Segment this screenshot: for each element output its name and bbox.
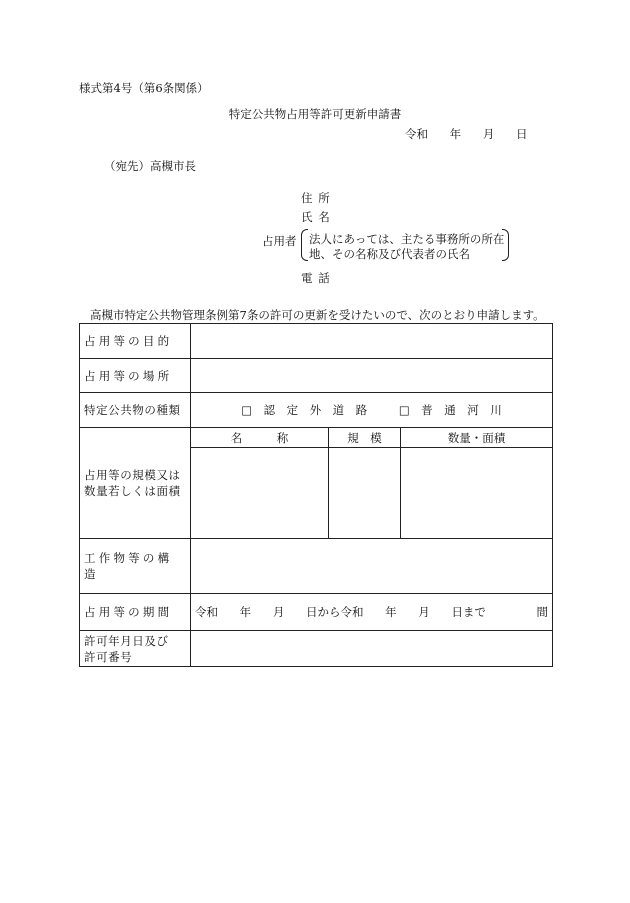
scale-name-field[interactable] (191, 448, 329, 539)
period-start-month: 月 (272, 605, 285, 619)
right-bracket (502, 229, 509, 261)
period-row (80, 594, 553, 631)
occupant-note-line1: 法人にあっては、主たる事務所の所在 (309, 232, 505, 246)
left-bracket (301, 229, 308, 261)
scale-header-quantity: 数量・面積 (401, 428, 553, 448)
purpose-field[interactable] (191, 324, 553, 359)
period-end-day: 日まで (451, 605, 486, 619)
scale-size-field[interactable] (329, 448, 401, 539)
scale-quantity-field[interactable] (401, 448, 553, 539)
occupant-note (301, 229, 509, 261)
date-month: 月 (482, 127, 495, 141)
phone-label: 電話 (301, 271, 336, 285)
period-end-month: 月 (418, 605, 430, 619)
kind-field (191, 393, 553, 428)
application-form-table (79, 323, 553, 667)
scale-header-size: 規 模 (329, 428, 401, 448)
period-start-year: 年 (239, 605, 252, 619)
place-label: 占用等の場所 (80, 359, 191, 393)
purpose-label: 占用等の目的 (80, 324, 191, 359)
period-label: 占用等の期間 (80, 594, 191, 631)
occupant-note-line2: 地、その名称及び代表者の氏名 (309, 247, 470, 261)
date-year: 年 (449, 127, 462, 141)
permit-label (80, 631, 191, 667)
scale-label-line2: 数量若しくは面積 (84, 484, 181, 498)
period-duration: 間 (536, 605, 548, 619)
permit-field[interactable] (191, 631, 553, 667)
place-field[interactable] (191, 359, 553, 393)
structure-row (80, 539, 553, 594)
scale-label (80, 428, 191, 539)
period-end-year: 年 (385, 605, 397, 619)
preamble: 高槻市特定公共物管理条例第7条の許可の更新を受けたいので、次のとおり申請します。 (90, 308, 545, 322)
period-start-day-to-era: 日から令和 (305, 605, 364, 619)
period-field[interactable] (191, 594, 553, 631)
form-title: 特定公共物占用等許可更新申請書 (228, 107, 402, 121)
addressee: （宛先）高槻市長 (104, 159, 196, 173)
address-label: 住所 (301, 191, 336, 205)
scale-header-row (80, 428, 553, 448)
kind-option-river-checkbox[interactable]: □ 普 通 河 川 (398, 403, 502, 417)
date-era: 令和 (405, 127, 428, 141)
scale-header-name: 名 称 (191, 428, 329, 448)
period-start-era: 令和 (195, 605, 218, 619)
date-day: 日 (515, 127, 528, 141)
occupant-label: 占用者 (262, 234, 297, 248)
form-number: 様式第4号（第6条関係） (79, 81, 209, 95)
kind-option-road-checkbox[interactable]: □ 認 定 外 道 路 (241, 403, 368, 417)
structure-field[interactable] (191, 539, 553, 594)
kind-row (80, 393, 553, 428)
purpose-row (80, 324, 553, 359)
scale-label-line1: 占用等の規模又は (84, 468, 181, 482)
date-line (405, 126, 545, 142)
kind-label: 特定公共物の種類 (80, 393, 191, 428)
permit-label-line2: 許可番号 (84, 649, 133, 664)
place-row (80, 359, 553, 393)
permit-row (80, 631, 553, 667)
name-label: 氏名 (301, 210, 336, 224)
structure-label: 工作物等の構造 (80, 539, 191, 594)
permit-label-line1: 許可年月日及び (84, 633, 169, 648)
